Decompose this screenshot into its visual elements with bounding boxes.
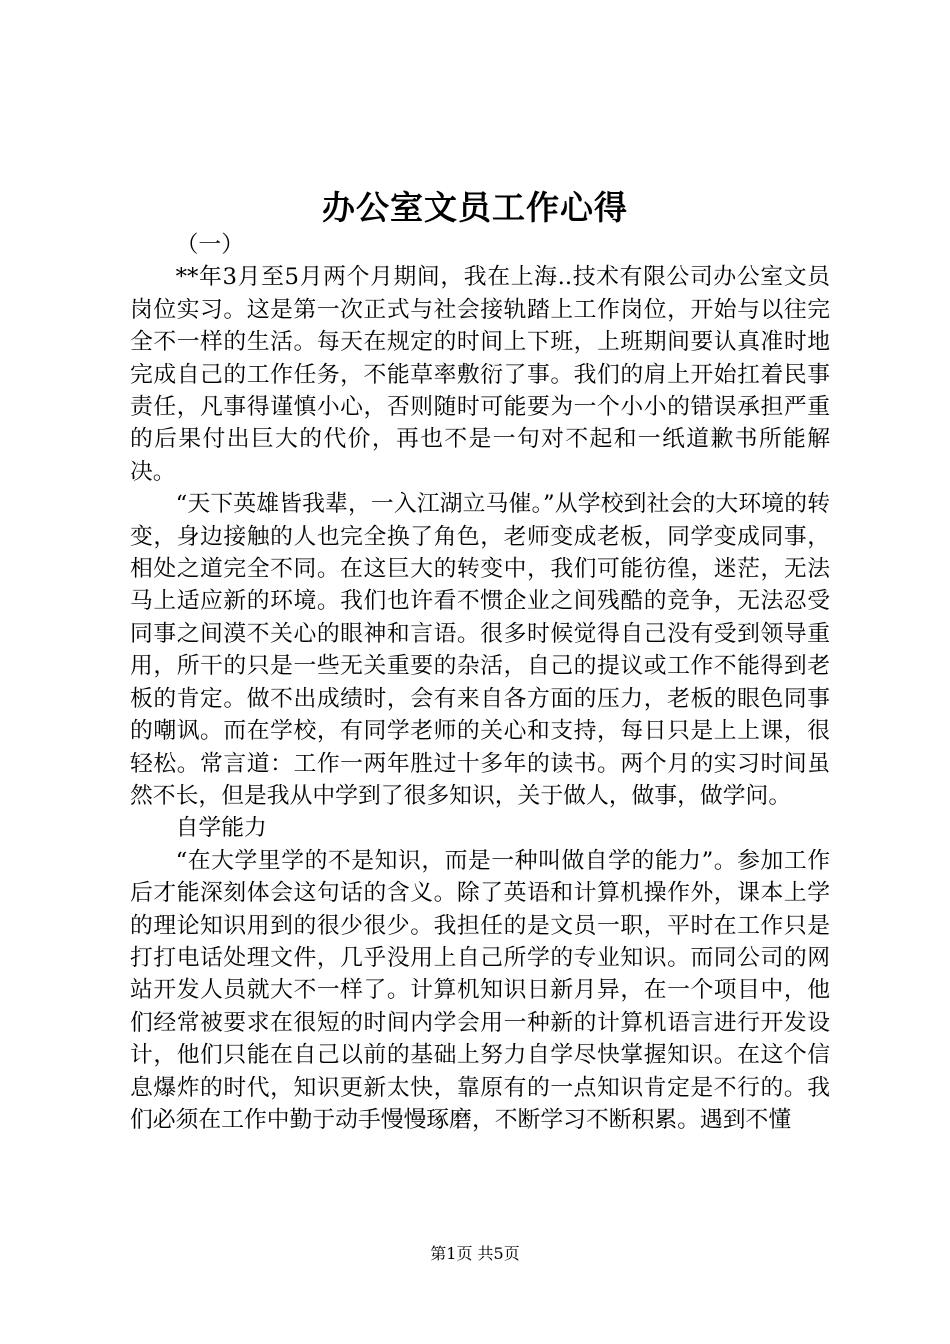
document-body xyxy=(130,229,830,1136)
section-number: （一） xyxy=(175,232,244,258)
paragraph-internship: **年3月至5月两个月期间，我在上海..技术有限公司办公室文员岗位实习。这是第一次正式与社会接轨踏上工作岗位，开始与以往完全不一样的生活。每天在规定的时间上下班，上班期间要认真准时地完成自己的工作任务，不能草率敷衍了事。我们的肩上开始扛着民事责任，凡事得谨慎小心，否则随时可能要为一个小小的错误承担严重的后果付出巨大的代价，再也不是一句对不起和一纸道歉书所能解决。 xyxy=(130,264,830,485)
paragraph-self-learning: “在大学里学的不是知识，而是一种叫做自学的能力”。参加工作后才能深刻体会这句话的含义。除了英语和计算机操作外，课本上学的理论知识用到的很少很少。我担任的是文员一职，平时在工作只是打打电话处理文件，几乎没用上自己所学的专业知识。而同公司的网站开发人员就大不一样了。计算机知识日新月异，在一个项目中，他们经常被要求在很短的时间内学会用一种新的计算机语言进行开发设计，他们只能在自己以前的基础上努力自学尽快掌握知识。在这个信息爆炸的时代，知识更新太快，靠原有的一点知识肯定是不行的。我们必须在工作中勤于动手慢慢琢磨，不断学习不断积累。遇到不懂 xyxy=(130,847,830,1133)
subheading-self-learning: 自学能力 xyxy=(175,815,267,842)
paragraph-transition: “天下英雄皆我辈，一入江湖立马催。”从学校到社会的大环境的转变，身边接触的人也完全换了角色，老师变成老板，同学变成同事，相处之道完全不同。在这巨大的转变中，我们可能彷徨，迷茫，无法马上适应新的环境。我们也许看不惯企业之间残酷的竞争，无法忍受同事之间漠不关心的眼神和言语。很多时候觉得自己没有受到领导重用，所干的只是一些无关重要的杂活，自己的提议或工作不能得到老板的肯定。做不出成绩时，会有来自各方面的压力，老板的眼色同事的嘲讽。而在学校，有同学老师的关心和支持，每日只是上上课，很轻松。常言道：工作一两年胜过十多年的读书。两个月的实习时间虽然不长，但是我从中学到了很多知识，关于做人，做事，做学问。 xyxy=(130,491,830,809)
page-footer: 第1页 共5页 xyxy=(430,1244,520,1263)
document-title: 办公室文员工作心得 xyxy=(322,188,628,227)
